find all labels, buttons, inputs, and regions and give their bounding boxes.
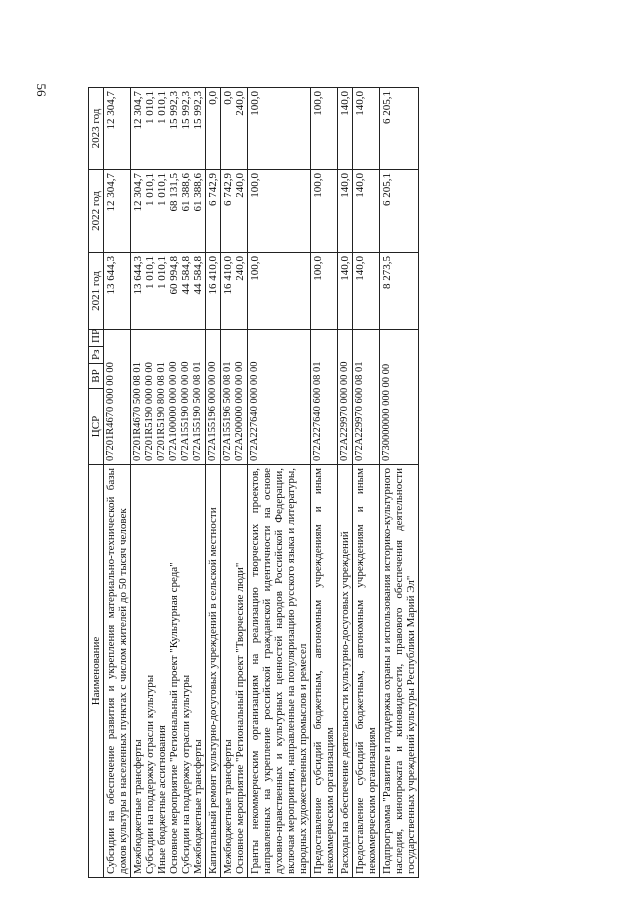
row-2022-line: 140,0 xyxy=(354,173,366,198)
budget-table-container xyxy=(88,88,540,878)
row-2022-line: 61 388,6 xyxy=(180,173,192,212)
table-row xyxy=(353,88,380,878)
row-code xyxy=(221,330,248,465)
row-2021 xyxy=(311,253,338,330)
row-2022-line: 68 131,5 xyxy=(168,173,180,212)
row-2023-line: 240,0 xyxy=(234,91,246,116)
row-code xyxy=(248,330,311,465)
row-name-line: Субсидии на поддержку отрасли культуры xyxy=(144,674,156,874)
row-2021 xyxy=(248,253,311,330)
row-name-line: Межбюджетные трансферты xyxy=(222,739,234,874)
row-name-line: Межбюджетные трансферты xyxy=(132,739,144,874)
row-2021 xyxy=(221,253,248,330)
row-name-line: Предоставление субсидий бюджетным, автономным учреждениям и иным некоммерческим организациям xyxy=(312,468,336,874)
row-code-line: 07201R5190 000 00 00 xyxy=(144,362,155,461)
row-2023-line: 12 304,7 xyxy=(132,91,144,130)
row-2021-line: 44 584,8 xyxy=(180,256,192,295)
table-row xyxy=(248,88,311,878)
header-2021: 2021 год xyxy=(89,253,104,330)
header-2022: 2022 год xyxy=(89,170,104,253)
row-2022 xyxy=(131,170,206,253)
table-row xyxy=(104,88,131,878)
row-code-line: 07201R4670 000 00 00 xyxy=(105,362,116,461)
row-2023-line: 100,0 xyxy=(249,91,261,116)
row-2023 xyxy=(104,88,131,170)
row-2023-line: 15 992,3 xyxy=(168,91,180,130)
row-2023 xyxy=(311,88,338,170)
row-code-line: 072A155196 500 08 01 xyxy=(222,361,233,461)
row-name-line: Расходы на обеспечение деятельности культурно-досуговых учреждений xyxy=(339,531,351,874)
row-2021-line: 16 410,0 xyxy=(207,256,219,295)
table-row xyxy=(221,88,248,878)
row-2023-line: 1 010,1 xyxy=(156,91,168,124)
row-2021-line: 140,0 xyxy=(339,256,351,281)
row-2023-line: 100,0 xyxy=(312,91,324,116)
row-name-line: Субсидии на поддержку отрасли культуры xyxy=(180,674,192,874)
row-2022 xyxy=(104,170,131,253)
row-name-line: Межбюджетные трансферты xyxy=(192,739,204,874)
row-name-line: Гранты некоммерческим организациям на реализацию творческих проектов, направленных на укрепление российской гражданской идентичности на основе духовно-нравственных и культурных ценностей народов Российской Федерации, включая мероприятия, направленные на популяризацию русского языка и литературы, народных художественных промыслов и ремесел xyxy=(249,468,309,874)
row-code-line: 072A229970 000 00 00 xyxy=(339,361,350,461)
row-name-line: Подпрограмма "Развитие и поддержка охраны и использования историко-культурного наследия, кинопроката и киновидеосети, правового обеспечения деятельности государственных учреждений культуры Республики Марий Эл" xyxy=(381,468,417,874)
row-2023-line: 0,0 xyxy=(222,91,234,105)
row-2022-line: 61 388,6 xyxy=(192,173,204,212)
row-code-line: 072A227640 000 00 00 xyxy=(249,361,260,461)
header-rz: Рз xyxy=(89,347,104,364)
row-code xyxy=(131,330,206,465)
row-code xyxy=(380,330,419,465)
row-2021-line: 240,0 xyxy=(234,256,246,281)
row-name xyxy=(353,465,380,878)
row-name-line: Основное мероприятие "Региональный проект "Культурная среда" xyxy=(168,562,180,874)
row-2021-line: 13 644,3 xyxy=(105,256,117,295)
table-row xyxy=(131,88,206,878)
row-2021-line: 44 584,8 xyxy=(192,256,204,295)
row-code xyxy=(353,330,380,465)
row-code-line: 072A155190 500 08 01 xyxy=(192,361,203,461)
row-2021-line: 100,0 xyxy=(312,256,324,281)
row-2022-line: 240,0 xyxy=(234,173,246,198)
row-2022 xyxy=(311,170,338,253)
table-row xyxy=(380,88,419,878)
header-name: Наименование xyxy=(89,465,104,878)
row-name-line: Иные бюджетные ассигнования xyxy=(156,725,168,874)
row-name-line: Предоставление субсидий бюджетным, автономным учреждениям и иным некоммерческим организациям xyxy=(354,468,378,874)
row-2023 xyxy=(338,88,353,170)
row-code-line: 07201R4670 500 08 01 xyxy=(132,362,143,461)
row-2022-line: 6 742,9 xyxy=(207,173,219,206)
row-code xyxy=(104,330,131,465)
row-name xyxy=(104,465,131,878)
row-2021 xyxy=(104,253,131,330)
row-name-line: Капитальный ремонт культурно-досуговых учреждений в сельской местности xyxy=(207,507,219,874)
row-code xyxy=(206,330,221,465)
row-2021-line: 60 994,8 xyxy=(168,256,180,295)
budget-table xyxy=(88,87,419,878)
row-2022-line: 1 010,1 xyxy=(156,173,168,206)
table-row xyxy=(206,88,221,878)
row-code-line: 07201R5190 800 08 01 xyxy=(156,362,167,461)
row-name xyxy=(206,465,221,878)
row-2021 xyxy=(353,253,380,330)
row-2021-line: 1 010,1 xyxy=(156,256,168,289)
row-2023-line: 140,0 xyxy=(339,91,351,116)
row-2021-line: 1 010,1 xyxy=(144,256,156,289)
row-name-line: Основное мероприятие "Региональный проект "Творческие люди" xyxy=(234,562,246,874)
row-2022-line: 12 304,7 xyxy=(105,173,117,212)
header-csr: ЦСР xyxy=(89,389,104,465)
table-body xyxy=(104,88,419,878)
row-2022-line: 140,0 xyxy=(339,173,351,198)
row-code-line: 072A155190 000 00 00 xyxy=(180,361,191,461)
row-2021-line: 8 273,5 xyxy=(381,256,393,289)
row-code xyxy=(311,330,338,465)
row-2021 xyxy=(380,253,419,330)
row-2023 xyxy=(206,88,221,170)
table-row xyxy=(338,88,353,878)
row-2023-line: 6 205,1 xyxy=(381,91,393,124)
row-code-line: 072A200000 000 00 00 xyxy=(234,361,245,461)
row-code-line: 072A100000 000 00 00 xyxy=(168,361,179,461)
row-2023-line: 1 010,1 xyxy=(144,91,156,124)
row-2022 xyxy=(206,170,221,253)
table-header xyxy=(89,88,104,878)
row-name xyxy=(221,465,248,878)
row-2022-line: 1 010,1 xyxy=(144,173,156,206)
row-name xyxy=(311,465,338,878)
header-pr: ПР xyxy=(89,330,104,347)
row-2022 xyxy=(353,170,380,253)
row-name-line: Субсидии на обеспечение развития и укрепления материально-технической базы домов культуры в населенных пунктах с числом жителей до 50 тысяч человек xyxy=(105,468,129,874)
row-2022 xyxy=(338,170,353,253)
row-2023-line: 140,0 xyxy=(354,91,366,116)
table-row xyxy=(311,88,338,878)
row-2023 xyxy=(380,88,419,170)
row-2023 xyxy=(131,88,206,170)
row-name xyxy=(380,465,419,878)
row-2023-line: 12 304,7 xyxy=(105,91,117,130)
row-2022 xyxy=(380,170,419,253)
row-code xyxy=(338,330,353,465)
row-2023-line: 0,0 xyxy=(207,91,219,105)
row-code-line: 072A155196 000 00 00 xyxy=(207,361,218,461)
header-2023: 2023 год xyxy=(89,88,104,170)
row-2021-line: 100,0 xyxy=(249,256,261,281)
row-2023 xyxy=(221,88,248,170)
row-2022-line: 6 742,9 xyxy=(222,173,234,206)
row-code-line: 072A227640 600 08 01 xyxy=(312,361,323,461)
row-name xyxy=(248,465,311,878)
row-2023-line: 15 992,3 xyxy=(180,91,192,130)
row-2022-line: 100,0 xyxy=(312,173,324,198)
row-2021-line: 140,0 xyxy=(354,256,366,281)
row-name xyxy=(338,465,353,878)
row-2021-line: 13 644,3 xyxy=(132,256,144,295)
row-2021 xyxy=(338,253,353,330)
row-2021-line: 16 410,0 xyxy=(222,256,234,295)
row-2021 xyxy=(206,253,221,330)
row-name xyxy=(131,465,206,878)
row-2021 xyxy=(131,253,206,330)
row-2023 xyxy=(353,88,380,170)
row-code-line: 072A229970 600 08 01 xyxy=(354,361,365,461)
page-number: 56 xyxy=(34,83,49,97)
row-2022-line: 6 205,1 xyxy=(381,173,393,206)
header-vr: ВР xyxy=(89,364,104,389)
row-2022 xyxy=(248,170,311,253)
row-2023 xyxy=(248,88,311,170)
row-2023-line: 15 992,3 xyxy=(192,91,204,130)
row-2022-line: 12 304,7 xyxy=(132,173,144,212)
row-2022-line: 100,0 xyxy=(249,173,261,198)
row-code-line: 0730000000 000 00 00 xyxy=(381,363,392,461)
row-2022 xyxy=(221,170,248,253)
